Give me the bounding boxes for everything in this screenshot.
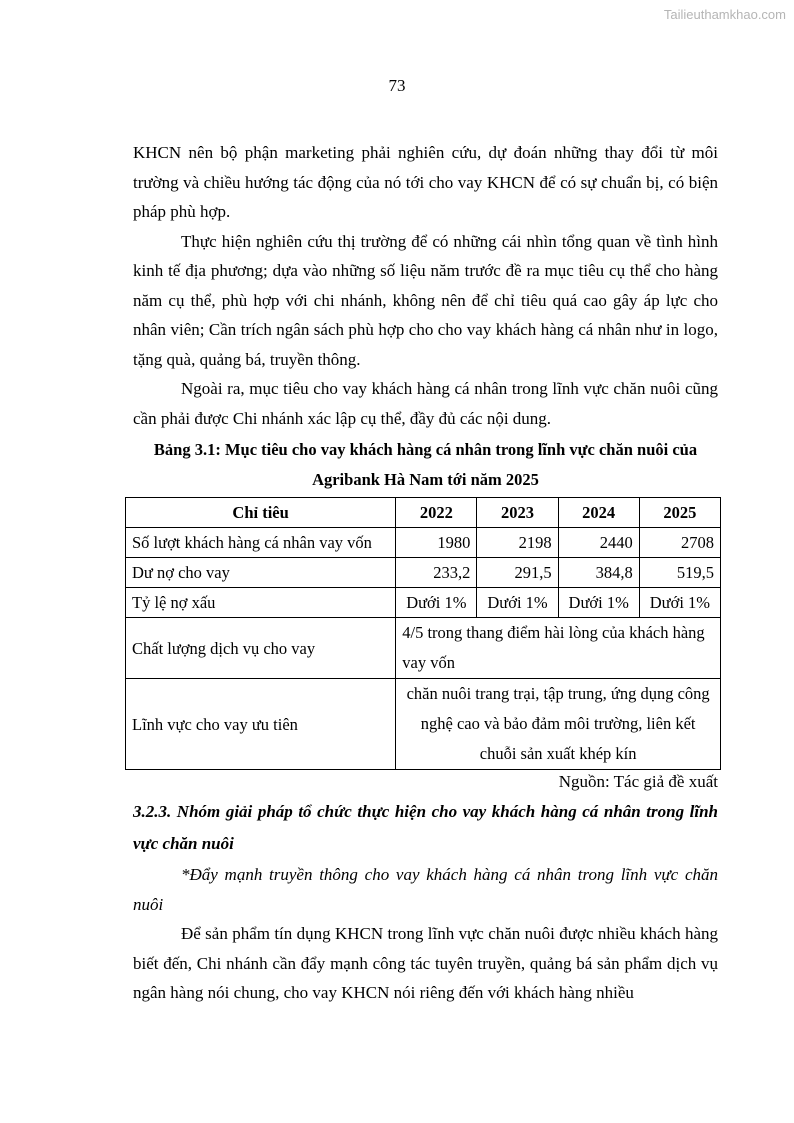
header-cell: 2024: [558, 498, 639, 528]
page-number: 73: [388, 76, 406, 95]
table-caption: [133, 435, 718, 495]
body-paragraph: Thực hiện nghiên cứu thị trường để có những cái nhìn tổng quan về tình hình kinh tế địa phương; dựa vào những số liệu năm trước đề ra mục tiêu cụ thể cho hàng năm cụ thể, phù hợp với chi nhánh, không nên để chỉ tiêu quá cao gây áp lực cho nhân viên; Cần trích ngân sách phù hợp cho cho vay khách hàng cá nhân như in logo, tặng quà, quảng bá, truyền thông.: [133, 231, 718, 369]
table-row: [126, 618, 721, 679]
cell-value: 291,5: [477, 558, 558, 588]
cell-value: 4/5 trong thang điểm hài lòng của khách hàng vay vốn: [396, 618, 721, 679]
section-heading: 3.2.3. Nhóm giải pháp tổ chức thực hiện cho vay khách hàng cá nhân trong lĩnh vực chăn nuôi: [133, 802, 718, 853]
cell-value: 1980: [396, 528, 477, 558]
cell-value: Dưới 1%: [639, 588, 720, 618]
body-paragraph: Ngoài ra, mục tiêu cho vay khách hàng cá nhân trong lĩnh vực chăn nuôi cũng cần phải được Chi nhánh xác lập cụ thể, đầy đủ các nội dung.: [133, 379, 718, 428]
table-row: [126, 558, 721, 588]
targets-table: [125, 497, 721, 770]
cell-value: 2708: [639, 528, 720, 558]
table-row: [126, 588, 721, 618]
section-subheading: *Đẩy mạnh truyền thông cho vay khách hàng cá nhân trong lĩnh vực chăn nuôi: [133, 865, 718, 914]
table-source: Nguồn: Tác giả đề xuất: [558, 772, 718, 791]
table-caption-line: Bảng 3.1: Mục tiêu cho vay khách hàng cá nhân trong lĩnh vực chăn nuôi của: [153, 440, 698, 459]
cell-value: 2198: [477, 528, 558, 558]
body-paragraph: KHCN nên bộ phận marketing phải nghiên cứu, dự đoán những thay đổi từ môi trường và chiều hướng tác động của nó tới cho vay KHCN để có sự chuẩn bị, có biện pháp phù hợp.: [133, 143, 718, 221]
row-label: Dư nợ cho vay: [126, 558, 396, 588]
cell-value: 384,8: [558, 558, 639, 588]
watermark: Tailieuthamkhao.com: [663, 7, 786, 22]
row-label: Lĩnh vực cho vay ưu tiên: [126, 679, 396, 770]
table-header-row: [126, 498, 721, 528]
header-cell: 2025: [639, 498, 720, 528]
page-content: [133, 138, 718, 1008]
cell-value: chăn nuôi trang trại, tập trung, ứng dụng công nghệ cao và bảo đảm môi trường, liên kết chuỗi sản xuất khép kín: [396, 679, 721, 770]
cell-value: 233,2: [396, 558, 477, 588]
table-caption-line: Agribank Hà Nam tới năm 2025: [312, 470, 539, 489]
cell-value: 519,5: [639, 558, 720, 588]
table-row: [126, 679, 721, 770]
cell-value: 2440: [558, 528, 639, 558]
cell-value: Dưới 1%: [477, 588, 558, 618]
table-row: [126, 528, 721, 558]
cell-value: Dưới 1%: [396, 588, 477, 618]
body-paragraph: Để sản phẩm tín dụng KHCN trong lĩnh vực chăn nuôi được nhiều khách hàng biết đến, Chi nhánh cần đẩy mạnh công tác tuyên truyền, quảng bá sản phẩm dịch vụ ngân hàng nói chung, cho vay KHCN nói riêng đến với khách hàng nhiều: [133, 924, 718, 1002]
header-cell: 2023: [477, 498, 558, 528]
cell-value: Dưới 1%: [558, 588, 639, 618]
header-cell: Chỉ tiêu: [126, 498, 396, 528]
row-label: Chất lượng dịch vụ cho vay: [126, 618, 396, 679]
row-label: Tỷ lệ nợ xấu: [126, 588, 396, 618]
header-cell: 2022: [396, 498, 477, 528]
row-label: Số lượt khách hàng cá nhân vay vốn: [126, 528, 396, 558]
